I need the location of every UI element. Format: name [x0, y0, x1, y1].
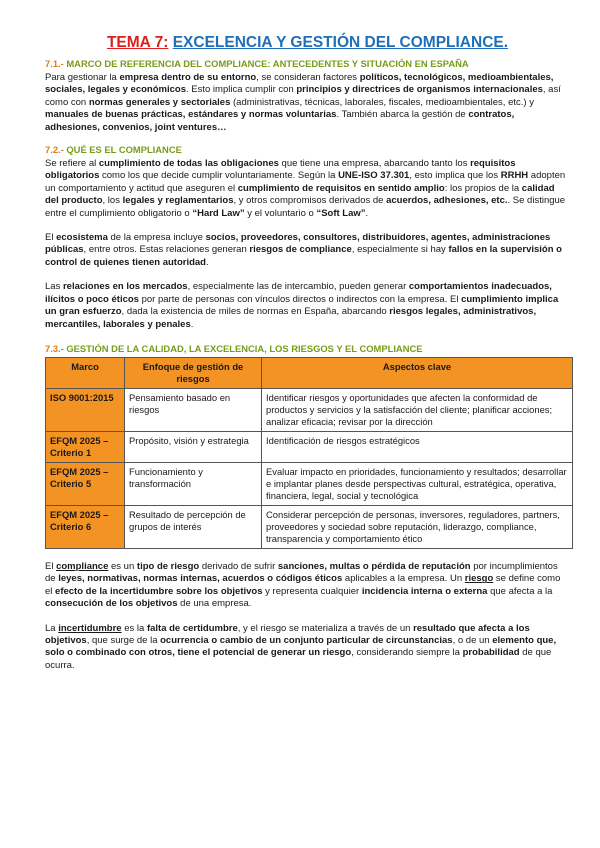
title-number: TEMA 7:: [106, 34, 169, 51]
title-text: EXCELENCIA Y GESTIÓN DEL COMPLIANCE.: [172, 34, 509, 51]
section-7-2-heading: 7.2.- QUÉ ES EL COMPLIANCE: [45, 144, 182, 156]
paragraph-compliance-riesgo: El compliance es un tipo de riesgo derivado de sufrir sanciones, multas o pérdida de reputación por incumplimientos de leyes, normativas, normas internas, acuerdos o códigos éticos aplicables a la empresa. Un riesgo se define como el efecto de la incertidumbre sobre los objetivos y representa cualquier incidencia interna o externa que afecta a la consecución de los objetivos de una empresa.: [45, 560, 561, 610]
section-7-3-heading: 7.3.- GESTIÓN DE LA CALIDAD, LA EXCELENCIA, LOS RIESGOS Y EL COMPLIANCE: [45, 342, 423, 354]
header-enfoque: Enfoque de gestión de riesgos: [125, 357, 262, 388]
cell-marco: EFQM 2025 – Criterio 5: [46, 462, 125, 505]
paragraph-7-2: Se refiere al cumplimiento de todas las obligaciones que tiene una empresa, abarcando tanto los requisitos obligatorios como los que decide cumplir voluntariamente. Según la UNE-ISO 37.301, esto implica que los RRHH adopten un comportamiento y actitud que aseguren el cumplimiento de requisitos en sentido amplio: los propios de la calidad del producto, los legales y reglamentarios, y otros compromisos derivados de acuerdos, adhesiones, etc.. Se distingue entre el cumplimiento obligatorio o “Hard Law” y el voluntario o “Soft Law”.: [45, 158, 566, 219]
cell-aspectos: Identificación de riesgos estratégicos: [262, 431, 573, 462]
table-header-row: [46, 357, 573, 388]
risk-management-table: [45, 357, 573, 549]
table-row: [46, 431, 573, 462]
header-marco: Marco: [46, 357, 125, 388]
section-7-1-heading: 7.1.- MARCO DE REFERENCIA DEL COMPLIANCE: ANTECEDENTES Y SITUACIÓN EN ESPAÑA: [45, 58, 469, 69]
cell-enfoque: Funcionamiento y transformación: [125, 462, 262, 505]
cell-enfoque: Resultado de percepción de grupos de interés: [125, 505, 262, 548]
cell-aspectos: Identificar riesgos y oportunidades que afecten la conformidad de productos y servicios y la satisfacción del cliente; planificar acciones; analizar eficacia; revisar por la dirección: [262, 388, 573, 431]
paragraph-mercados: Las relaciones en los mercados, especialmente las de intercambio, pueden generar comportamientos inadecuados, ilícitos o poco éticos por parte de personas con vínculos directos o indirectos con la empresa. El cumplimiento implica un gran esfuerzo, dada la existencia de miles de normas en España, abarcando riesgos legales, administrativos, mercantiles, laborales y penales.: [45, 281, 559, 330]
paragraph-7-1: Para gestionar la empresa dentro de su entorno, se consideran factores políticos, tecnológicos, medioambientales, sociales, legales y económicos. Esto implica cumplir con principios y directrices de organismos internacionales, así como con normas generales y sectoriales (administrativas, técnicas, laborales, fiscales, medioambientales, etc.) y manuales de buenas prácticas, estándares y normas voluntarias. También abarca la gestión de contratos, adhesiones, convenios, joint ventures…: [45, 72, 561, 133]
page-title: [45, 34, 570, 52]
paragraph-ecosistema: El ecosistema de la empresa incluye socios, proveedores, consultores, distribuidores, agentes, administraciones públicas, entre otros. Estas relaciones generan riesgos de compliance, especialmente si hay fallos en la supervisión o control de quienes tienen autoridad.: [45, 232, 562, 268]
table-row: [46, 388, 573, 431]
cell-marco: EFQM 2025 – Criterio 6: [46, 505, 125, 548]
cell-enfoque: Propósito, visión y estrategia: [125, 431, 262, 462]
paragraph-incertidumbre: La incertidumbre es la falta de certidumbre, y el riesgo se materializa a través de un resultado que afecta a los objetivos, que surge de la ocurrencia o cambio de un conjunto particular de circunstancias, o de un elemento que, solo o combinado con otros, tiene el potencial de generar un riesgo, considerando siempre la probabilidad de que ocurra.: [45, 622, 557, 671]
header-aspectos: Aspectos clave: [262, 357, 573, 388]
cell-marco: EFQM 2025 – Criterio 1: [46, 431, 125, 462]
cell-marco: ISO 9001:2015: [46, 388, 125, 431]
table-row: [46, 505, 573, 548]
table-row: [46, 462, 573, 505]
cell-enfoque: Pensamiento basado en riesgos: [125, 388, 262, 431]
cell-aspectos: Evaluar impacto en prioridades, funcionamiento y resultados; desarrollar e implantar planes desde perspectivas cultural, estratégica, operativa, financiera, legal, social y tecnológica: [262, 462, 573, 505]
cell-aspectos: Considerar percepción de personas, inversores, reguladores, partners, proveedores y sociedad sobre reputación, liderazgo, compliance, transparencia y comportamiento ético: [262, 505, 573, 548]
